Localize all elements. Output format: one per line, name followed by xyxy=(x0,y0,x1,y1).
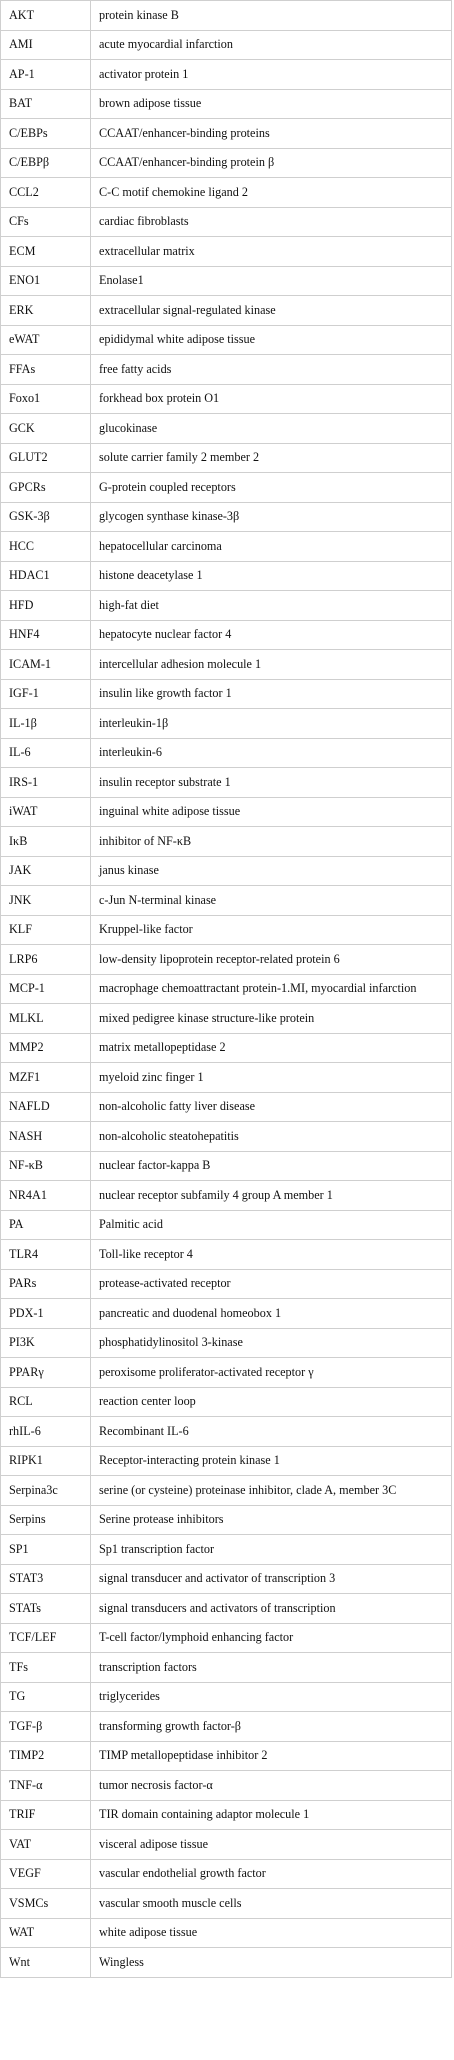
definition-cell: G-protein coupled receptors xyxy=(91,473,452,503)
table-row xyxy=(1,768,452,798)
abbreviation-cell: TLR4 xyxy=(1,1240,91,1270)
abbreviation-cell: eWAT xyxy=(1,325,91,355)
abbreviation-cell: ERK xyxy=(1,296,91,326)
table-row xyxy=(1,1594,452,1624)
definition-cell: Kruppel-like factor xyxy=(91,915,452,945)
table-row xyxy=(1,827,452,857)
abbreviation-cell: HNF4 xyxy=(1,620,91,650)
abbreviation-cell: MCP-1 xyxy=(1,974,91,1004)
definition-cell: epididymal white adipose tissue xyxy=(91,325,452,355)
abbreviation-cell: PDX-1 xyxy=(1,1299,91,1329)
abbreviation-cell: FFAs xyxy=(1,355,91,385)
abbreviation-cell: PARs xyxy=(1,1269,91,1299)
definition-cell: extracellular signal-regulated kinase xyxy=(91,296,452,326)
table-row xyxy=(1,355,452,385)
abbreviation-cell: AKT xyxy=(1,1,91,31)
table-row xyxy=(1,1564,452,1594)
abbreviation-cell: VEGF xyxy=(1,1859,91,1889)
table-row xyxy=(1,797,452,827)
definition-cell: interleukin-6 xyxy=(91,738,452,768)
abbreviation-cell: NF-κB xyxy=(1,1151,91,1181)
definition-cell: serine (or cysteine) proteinase inhibitor, clade A, member 3C xyxy=(91,1476,452,1506)
definition-cell: mixed pedigree kinase structure-like protein xyxy=(91,1004,452,1034)
abbreviation-cell: LRP6 xyxy=(1,945,91,975)
table-row xyxy=(1,266,452,296)
abbreviation-cell: HCC xyxy=(1,532,91,562)
definition-cell: interleukin-1β xyxy=(91,709,452,739)
table-row xyxy=(1,1210,452,1240)
abbreviation-cell: HFD xyxy=(1,591,91,621)
abbreviation-cell: WAT xyxy=(1,1918,91,1948)
table-row xyxy=(1,178,452,208)
abbreviation-cell: RIPK1 xyxy=(1,1446,91,1476)
table-row xyxy=(1,945,452,975)
definition-cell: non-alcoholic steatohepatitis xyxy=(91,1122,452,1152)
abbreviation-cell: C/EBPs xyxy=(1,119,91,149)
definition-cell: solute carrier family 2 member 2 xyxy=(91,443,452,473)
definition-cell: CCAAT/enhancer-binding protein β xyxy=(91,148,452,178)
table-row xyxy=(1,650,452,680)
table-row xyxy=(1,1328,452,1358)
abbreviation-cell: VAT xyxy=(1,1830,91,1860)
abbreviation-cell: GSK-3β xyxy=(1,502,91,532)
abbreviation-cell: Serpina3c xyxy=(1,1476,91,1506)
abbreviation-cell: CCL2 xyxy=(1,178,91,208)
table-row xyxy=(1,1446,452,1476)
definition-cell: Toll-like receptor 4 xyxy=(91,1240,452,1270)
definition-cell: T-cell factor/lymphoid enhancing factor xyxy=(91,1623,452,1653)
table-row xyxy=(1,207,452,237)
abbreviation-cell: CFs xyxy=(1,207,91,237)
definition-cell: non-alcoholic fatty liver disease xyxy=(91,1092,452,1122)
table-row xyxy=(1,1092,452,1122)
abbreviation-cell: STAT3 xyxy=(1,1564,91,1594)
definition-cell: signal transducer and activator of transcription 3 xyxy=(91,1564,452,1594)
table-row xyxy=(1,915,452,945)
table-row xyxy=(1,384,452,414)
abbreviation-cell: IκB xyxy=(1,827,91,857)
table-row xyxy=(1,738,452,768)
definition-cell: cardiac fibroblasts xyxy=(91,207,452,237)
definition-cell: signal transducers and activators of transcription xyxy=(91,1594,452,1624)
definition-cell: intercellular adhesion molecule 1 xyxy=(91,650,452,680)
table-row xyxy=(1,1948,452,1978)
table-row xyxy=(1,1,452,31)
table-row xyxy=(1,591,452,621)
abbreviation-cell: TGF-β xyxy=(1,1712,91,1742)
table-row xyxy=(1,1181,452,1211)
definition-cell: visceral adipose tissue xyxy=(91,1830,452,1860)
table-row xyxy=(1,1623,452,1653)
definition-cell: inguinal white adipose tissue xyxy=(91,797,452,827)
abbreviation-cell: PPARγ xyxy=(1,1358,91,1388)
definition-cell: transcription factors xyxy=(91,1653,452,1683)
abbreviation-cell: ECM xyxy=(1,237,91,267)
table-row xyxy=(1,502,452,532)
abbreviation-cell: GLUT2 xyxy=(1,443,91,473)
definition-cell: nuclear factor-kappa B xyxy=(91,1151,452,1181)
abbreviation-cell: AP-1 xyxy=(1,60,91,90)
table-row xyxy=(1,1387,452,1417)
table-row xyxy=(1,1800,452,1830)
definition-cell: tumor necrosis factor-α xyxy=(91,1771,452,1801)
definition-cell: insulin receptor substrate 1 xyxy=(91,768,452,798)
abbreviation-cell: BAT xyxy=(1,89,91,119)
definition-cell: brown adipose tissue xyxy=(91,89,452,119)
table-row xyxy=(1,1004,452,1034)
table-row xyxy=(1,1299,452,1329)
definition-cell: Recombinant IL-6 xyxy=(91,1417,452,1447)
definition-cell: histone deacetylase 1 xyxy=(91,561,452,591)
table-row xyxy=(1,679,452,709)
abbreviation-cell: GPCRs xyxy=(1,473,91,503)
abbreviation-cell: GCK xyxy=(1,414,91,444)
abbreviation-cell: SP1 xyxy=(1,1535,91,1565)
abbreviation-table-body xyxy=(1,1,452,1978)
abbreviation-cell: rhIL-6 xyxy=(1,1417,91,1447)
definition-cell: pancreatic and duodenal homeobox 1 xyxy=(91,1299,452,1329)
table-row xyxy=(1,296,452,326)
definition-cell: insulin like growth factor 1 xyxy=(91,679,452,709)
abbreviation-cell: MZF1 xyxy=(1,1063,91,1093)
abbreviation-cell: TRIF xyxy=(1,1800,91,1830)
table-row xyxy=(1,1476,452,1506)
definition-cell: c-Jun N-terminal kinase xyxy=(91,886,452,916)
table-row xyxy=(1,1653,452,1683)
definition-cell: free fatty acids xyxy=(91,355,452,385)
definition-cell: Palmitic acid xyxy=(91,1210,452,1240)
definition-cell: macrophage chemoattractant protein-1.MI, myocardial infarction xyxy=(91,974,452,1004)
table-row xyxy=(1,1830,452,1860)
table-row xyxy=(1,473,452,503)
table-row xyxy=(1,1535,452,1565)
table-row xyxy=(1,1033,452,1063)
table-row xyxy=(1,1918,452,1948)
table-row xyxy=(1,1859,452,1889)
definition-cell: low-density lipoprotein receptor-related protein 6 xyxy=(91,945,452,975)
definition-cell: glycogen synthase kinase-3β xyxy=(91,502,452,532)
table-row xyxy=(1,561,452,591)
definition-cell: triglycerides xyxy=(91,1682,452,1712)
abbreviation-cell: IL-6 xyxy=(1,738,91,768)
definition-cell: reaction center loop xyxy=(91,1387,452,1417)
table-row xyxy=(1,60,452,90)
table-row xyxy=(1,1151,452,1181)
table-row xyxy=(1,1417,452,1447)
table-row xyxy=(1,1505,452,1535)
abbreviation-cell: TCF/LEF xyxy=(1,1623,91,1653)
definition-cell: extracellular matrix xyxy=(91,237,452,267)
abbreviation-cell: TNF-α xyxy=(1,1771,91,1801)
abbreviation-cell: JNK xyxy=(1,886,91,916)
table-row xyxy=(1,1712,452,1742)
definition-cell: C-C motif chemokine ligand 2 xyxy=(91,178,452,208)
table-row xyxy=(1,1741,452,1771)
definition-cell: peroxisome proliferator-activated receptor γ xyxy=(91,1358,452,1388)
definition-cell: matrix metallopeptidase 2 xyxy=(91,1033,452,1063)
definition-cell: janus kinase xyxy=(91,856,452,886)
definition-cell: forkhead box protein O1 xyxy=(91,384,452,414)
abbreviation-cell: MMP2 xyxy=(1,1033,91,1063)
table-row xyxy=(1,1358,452,1388)
definition-cell: Sp1 transcription factor xyxy=(91,1535,452,1565)
abbreviation-cell: ENO1 xyxy=(1,266,91,296)
table-row xyxy=(1,1122,452,1152)
table-row xyxy=(1,886,452,916)
table-row xyxy=(1,325,452,355)
table-row xyxy=(1,1240,452,1270)
table-row xyxy=(1,709,452,739)
abbreviation-cell: PI3K xyxy=(1,1328,91,1358)
table-row xyxy=(1,414,452,444)
table-row xyxy=(1,620,452,650)
abbreviation-cell: JAK xyxy=(1,856,91,886)
definition-cell: activator protein 1 xyxy=(91,60,452,90)
abbreviation-cell: VSMCs xyxy=(1,1889,91,1919)
table-row xyxy=(1,148,452,178)
table-row xyxy=(1,30,452,60)
abbreviation-cell: Serpins xyxy=(1,1505,91,1535)
abbreviation-cell: PA xyxy=(1,1210,91,1240)
abbreviation-cell: TFs xyxy=(1,1653,91,1683)
table-row xyxy=(1,974,452,1004)
abbreviation-cell: NAFLD xyxy=(1,1092,91,1122)
definition-cell: hepatocellular carcinoma xyxy=(91,532,452,562)
abbreviation-cell: MLKL xyxy=(1,1004,91,1034)
table-row xyxy=(1,89,452,119)
definition-cell: nuclear receptor subfamily 4 group A member 1 xyxy=(91,1181,452,1211)
table-row xyxy=(1,119,452,149)
abbreviation-cell: TG xyxy=(1,1682,91,1712)
abbreviation-cell: TIMP2 xyxy=(1,1741,91,1771)
definition-cell: phosphatidylinositol 3-kinase xyxy=(91,1328,452,1358)
definition-cell: vascular smooth muscle cells xyxy=(91,1889,452,1919)
table-row xyxy=(1,237,452,267)
table-row xyxy=(1,1269,452,1299)
abbreviation-cell: Wnt xyxy=(1,1948,91,1978)
table-row xyxy=(1,1889,452,1919)
definition-cell: inhibitor of NF-κB xyxy=(91,827,452,857)
definition-cell: Wingless xyxy=(91,1948,452,1978)
definition-cell: Receptor-interacting protein kinase 1 xyxy=(91,1446,452,1476)
definition-cell: TIR domain containing adaptor molecule 1 xyxy=(91,1800,452,1830)
abbreviation-cell: NASH xyxy=(1,1122,91,1152)
definition-cell: acute myocardial infarction xyxy=(91,30,452,60)
abbreviation-cell: NR4A1 xyxy=(1,1181,91,1211)
abbreviation-cell: HDAC1 xyxy=(1,561,91,591)
definition-cell: CCAAT/enhancer-binding proteins xyxy=(91,119,452,149)
definition-cell: high-fat diet xyxy=(91,591,452,621)
abbreviation-cell: STATs xyxy=(1,1594,91,1624)
table-row xyxy=(1,1063,452,1093)
definition-cell: Serine protease inhibitors xyxy=(91,1505,452,1535)
abbreviation-cell: IRS-1 xyxy=(1,768,91,798)
abbreviation-cell: IGF-1 xyxy=(1,679,91,709)
abbreviation-cell: Foxo1 xyxy=(1,384,91,414)
table-row xyxy=(1,443,452,473)
definition-cell: protein kinase B xyxy=(91,1,452,31)
definition-cell: myeloid zinc finger 1 xyxy=(91,1063,452,1093)
abbreviation-cell: iWAT xyxy=(1,797,91,827)
definition-cell: hepatocyte nuclear factor 4 xyxy=(91,620,452,650)
definition-cell: TIMP metallopeptidase inhibitor 2 xyxy=(91,1741,452,1771)
table-row xyxy=(1,532,452,562)
abbreviation-cell: IL-1β xyxy=(1,709,91,739)
definition-cell: transforming growth factor-β xyxy=(91,1712,452,1742)
abbreviation-cell: RCL xyxy=(1,1387,91,1417)
abbreviation-cell: KLF xyxy=(1,915,91,945)
definition-cell: vascular endothelial growth factor xyxy=(91,1859,452,1889)
definition-cell: Enolase1 xyxy=(91,266,452,296)
abbreviation-cell: ICAM-1 xyxy=(1,650,91,680)
abbreviation-cell: C/EBPβ xyxy=(1,148,91,178)
definition-cell: protease-activated receptor xyxy=(91,1269,452,1299)
abbreviation-cell: AMI xyxy=(1,30,91,60)
definition-cell: white adipose tissue xyxy=(91,1918,452,1948)
definition-cell: glucokinase xyxy=(91,414,452,444)
table-row xyxy=(1,1682,452,1712)
table-row xyxy=(1,856,452,886)
table-row xyxy=(1,1771,452,1801)
